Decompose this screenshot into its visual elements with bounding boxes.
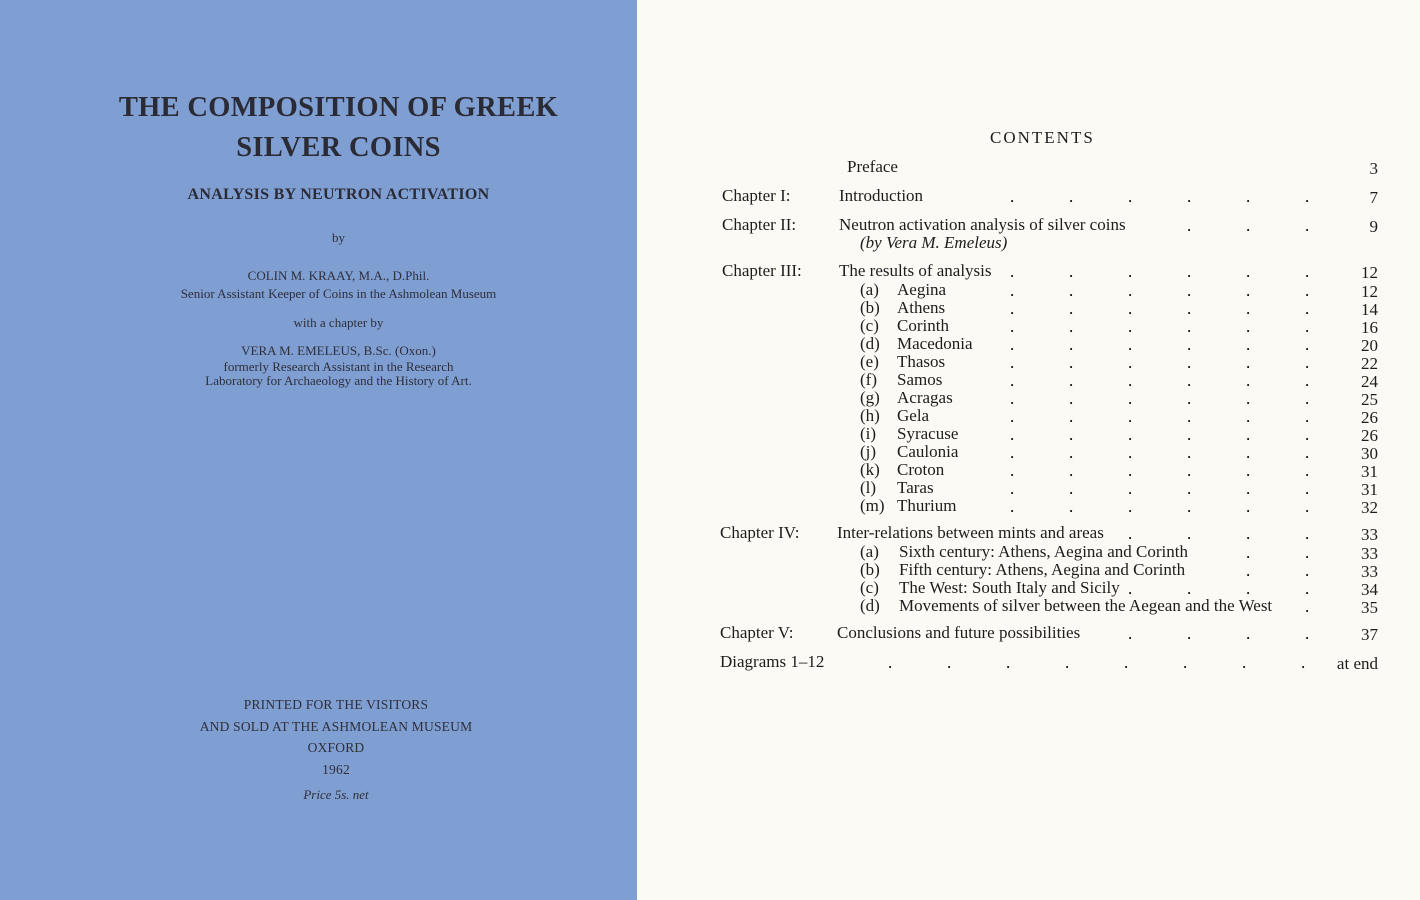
leader-dot: . xyxy=(1006,653,1011,672)
cover-author-role: Senior Assistant Keeper of Coins in the Ashmolean Museum xyxy=(180,286,497,301)
preface-title: Preface xyxy=(847,157,898,176)
cover-printed-line2: AND SOLD AT THE ASHMOLEAN MUSEUM xyxy=(199,718,473,734)
leader-dot: . xyxy=(1010,389,1015,408)
leader-dot: . xyxy=(1128,624,1133,643)
chapter-note: (by Vera M. Emeleus) xyxy=(860,233,1008,252)
section-page: 31 xyxy=(1361,480,1378,499)
section-page: 26 xyxy=(1361,408,1378,427)
leader-dot: . xyxy=(1187,317,1192,336)
leader-dot: . xyxy=(1124,653,1129,672)
leader-dot: . xyxy=(1128,262,1133,281)
section-page: 31 xyxy=(1361,462,1378,481)
leader-dot: . xyxy=(1069,407,1074,426)
leader-dot: . xyxy=(1128,187,1133,206)
chapter-page: 37 xyxy=(1361,625,1378,644)
leader-dot: . xyxy=(1305,216,1310,235)
leader-dot: . xyxy=(1246,479,1251,498)
section-letter: (b) xyxy=(860,298,880,317)
leader-dot: . xyxy=(1305,497,1310,516)
leader-dot: . xyxy=(1187,187,1192,206)
diagrams-page: at end xyxy=(1336,654,1378,673)
leader-dot: . xyxy=(1128,524,1133,543)
section-title: Taras xyxy=(897,478,934,497)
cover-year: 1962 xyxy=(322,761,350,777)
cover-subtitle: ANALYSIS BY NEUTRON ACTIVATION xyxy=(187,186,490,203)
cover-coauthor-role-line1: formerly Research Assistant in the Research xyxy=(223,359,454,374)
leader-dot: . xyxy=(1128,425,1133,444)
leader-dot: . xyxy=(1187,443,1192,462)
leader-dot: . xyxy=(1305,353,1310,372)
cover-title xyxy=(0,88,677,168)
leader-dot: . xyxy=(1010,262,1015,281)
leader-dot: . xyxy=(1187,299,1192,318)
chapter-page: 7 xyxy=(1369,188,1378,207)
chapter-label: Chapter III: xyxy=(722,261,802,280)
leader-dot: . xyxy=(1305,187,1310,206)
leader-dot: . xyxy=(1128,443,1133,462)
leader-dot: . xyxy=(1069,389,1074,408)
book-cover xyxy=(0,0,637,900)
leader-dot: . xyxy=(1069,461,1074,480)
leader-dot: . xyxy=(1305,543,1310,562)
cover-imprint xyxy=(0,694,672,780)
cover-printed-line1: PRINTED FOR THE VISITORS xyxy=(243,697,429,712)
section-page: 20 xyxy=(1361,336,1378,355)
section-page: 16 xyxy=(1361,318,1378,337)
section-title: Thasos xyxy=(897,352,946,371)
chapter-page: 12 xyxy=(1361,263,1378,282)
contents-page xyxy=(637,0,1420,900)
section-page: 24 xyxy=(1361,372,1378,391)
leader-dot: . xyxy=(1187,389,1192,408)
chapter-title: Inter-relations between mints and areas xyxy=(837,523,1104,542)
leader-dot: . xyxy=(1246,371,1251,390)
leader-dot: . xyxy=(1246,443,1251,462)
leader-dot: . xyxy=(1010,407,1015,426)
leader-dot: . xyxy=(1305,479,1310,498)
leader-dot: . xyxy=(1305,624,1310,643)
leader-dot: . xyxy=(1187,497,1192,516)
section-title: Macedonia xyxy=(897,334,973,353)
leader-dot: . xyxy=(1187,281,1192,300)
cover-coauthor-role-line2: Laboratory for Archaeology and the History of Art. xyxy=(205,373,472,388)
section-letter: (c) xyxy=(860,316,879,335)
section-title: Samos xyxy=(897,370,943,389)
section-letter: (c) xyxy=(860,578,879,597)
leader-dot: . xyxy=(1305,335,1310,354)
leader-dot: . xyxy=(1305,281,1310,300)
section-title: Athens xyxy=(897,298,946,317)
section-page: 26 xyxy=(1361,426,1378,445)
leader-dot: . xyxy=(1069,479,1074,498)
leader-dot: . xyxy=(1246,497,1251,516)
leader-dot: . xyxy=(1128,579,1133,598)
section-page: 22 xyxy=(1361,354,1378,373)
section-title: Aegina xyxy=(897,280,947,299)
leader-dot: . xyxy=(1128,299,1133,318)
cover-price: Price 5s. net xyxy=(303,787,369,802)
leader-dot: . xyxy=(1246,461,1251,480)
leader-dot: . xyxy=(1246,543,1251,562)
cover-place: OXFORD xyxy=(307,740,365,755)
leader-dot: . xyxy=(1010,187,1015,206)
cover-with-chapter: with a chapter by xyxy=(293,315,384,330)
leader-dot: . xyxy=(1069,335,1074,354)
section-letter: (f) xyxy=(860,370,877,389)
leader-dot: . xyxy=(1187,461,1192,480)
leader-dot: . xyxy=(1305,407,1310,426)
section-letter: (j) xyxy=(860,442,877,461)
section-page: 33 xyxy=(1361,562,1378,581)
leader-dot: . xyxy=(1246,335,1251,354)
leader-dot: . xyxy=(1187,371,1192,390)
section-letter: (d) xyxy=(860,596,880,615)
cover-coauthor-role xyxy=(0,360,677,388)
leader-dot: . xyxy=(1065,653,1070,672)
leader-dot: . xyxy=(1305,443,1310,462)
section-page: 35 xyxy=(1361,598,1378,617)
leader-dot: . xyxy=(1128,479,1133,498)
leader-dot: . xyxy=(1305,524,1310,543)
leader-dot: . xyxy=(1187,524,1192,543)
leader-dot: . xyxy=(1246,299,1251,318)
section-page: 14 xyxy=(1361,300,1378,319)
chapter-label: Chapter II: xyxy=(722,215,797,234)
section-title: Acragas xyxy=(897,388,953,407)
leader-dot: . xyxy=(1069,497,1074,516)
section-letter: (a) xyxy=(860,542,879,561)
leader-dot: . xyxy=(1301,653,1306,672)
leader-dot: . xyxy=(1246,317,1251,336)
chapter-title: The results of analysis xyxy=(839,261,992,280)
section-title: The West: South Italy and Sicily xyxy=(899,578,1120,597)
leader-dot: . xyxy=(1246,407,1251,426)
leader-dot: . xyxy=(1242,653,1247,672)
section-page: 12 xyxy=(1361,282,1378,301)
section-title: Thurium xyxy=(897,496,957,515)
leader-dot: . xyxy=(1187,579,1192,598)
leader-dot: . xyxy=(1069,187,1074,206)
leader-dot: . xyxy=(1010,281,1015,300)
section-page: 33 xyxy=(1361,544,1378,563)
section-letter: (b) xyxy=(860,560,880,579)
section-page: 32 xyxy=(1361,498,1378,517)
leader-dot: . xyxy=(1128,389,1133,408)
leader-dot: . xyxy=(1187,216,1192,235)
chapter-page: 33 xyxy=(1361,525,1378,544)
leader-dot: . xyxy=(1246,561,1251,580)
leader-dot: . xyxy=(1305,597,1310,616)
leader-dot: . xyxy=(1010,461,1015,480)
leader-dot: . xyxy=(1069,443,1074,462)
section-title: Syracuse xyxy=(897,424,959,443)
section-letter: (g) xyxy=(860,388,880,407)
leader-dot: . xyxy=(1305,389,1310,408)
leader-dot: . xyxy=(1305,425,1310,444)
leader-dot: . xyxy=(1128,317,1133,336)
cover-title-line2: SILVER COINS xyxy=(236,132,441,163)
leader-dot: . xyxy=(1246,579,1251,598)
chapter-label: Chapter V: xyxy=(720,623,794,642)
chapter-title: Introduction xyxy=(839,186,924,205)
section-title: Fifth century: Athens, Aegina and Corinth xyxy=(899,560,1186,579)
leader-dot: . xyxy=(1128,497,1133,516)
section-letter: (h) xyxy=(860,406,880,425)
leader-dot: . xyxy=(1187,407,1192,426)
leader-dot: . xyxy=(1010,443,1015,462)
section-title: Sixth century: Athens, Aegina and Corinth xyxy=(899,542,1188,561)
leader-dot: . xyxy=(1069,317,1074,336)
leader-dot: . xyxy=(1128,461,1133,480)
section-page: 34 xyxy=(1361,580,1378,599)
diagrams-title: Diagrams 1–12 xyxy=(720,652,825,671)
leader-dot: . xyxy=(1069,262,1074,281)
leader-dot: . xyxy=(1187,335,1192,354)
leader-dot: . xyxy=(1246,389,1251,408)
leader-dot: . xyxy=(1069,425,1074,444)
preface-page: 3 xyxy=(1369,159,1378,178)
leader-dot: . xyxy=(1246,281,1251,300)
chapter-page: 9 xyxy=(1369,217,1378,236)
section-letter: (l) xyxy=(860,478,877,497)
leader-dot: . xyxy=(1246,216,1251,235)
section-title: Corinth xyxy=(897,316,949,335)
section-letter: (k) xyxy=(860,460,880,479)
leader-dot: . xyxy=(1128,407,1133,426)
section-page: 25 xyxy=(1361,390,1378,409)
leader-dot: . xyxy=(1305,461,1310,480)
leader-dot: . xyxy=(888,653,893,672)
leader-dot: . xyxy=(1183,653,1188,672)
leader-dot: . xyxy=(1069,281,1074,300)
cover-by: by xyxy=(332,230,345,245)
leader-dot: . xyxy=(1010,425,1015,444)
leader-dot: . xyxy=(1010,497,1015,516)
leader-dot: . xyxy=(1305,371,1310,390)
leader-dot: . xyxy=(1010,335,1015,354)
chapter-label: Chapter I: xyxy=(722,186,791,205)
leader-dot: . xyxy=(1128,335,1133,354)
leader-dot: . xyxy=(1187,479,1192,498)
leader-dot: . xyxy=(947,653,952,672)
leader-dot: . xyxy=(1069,353,1074,372)
section-title: Gela xyxy=(897,406,930,425)
section-title: Caulonia xyxy=(897,442,959,461)
leader-dot: . xyxy=(1305,299,1310,318)
leader-dot: . xyxy=(1128,371,1133,390)
leader-dot: . xyxy=(1187,353,1192,372)
section-page: 30 xyxy=(1361,444,1378,463)
leader-dot: . xyxy=(1128,281,1133,300)
leader-dot: . xyxy=(1305,561,1310,580)
leader-dot: . xyxy=(1246,353,1251,372)
section-letter: (m) xyxy=(860,496,885,515)
cover-coauthor: VERA M. EMELEUS, B.Sc. (Oxon.) xyxy=(241,343,436,358)
section-title: Movements of silver between the Aegean and the West xyxy=(899,596,1273,615)
section-letter: (i) xyxy=(860,424,877,443)
chapter-title: Conclusions and future possibilities xyxy=(837,623,1081,642)
leader-dot: . xyxy=(1305,579,1310,598)
chapter-title: Neutron activation analysis of silver coins xyxy=(839,215,1126,234)
leader-dot: . xyxy=(1069,299,1074,318)
leader-dot: . xyxy=(1246,624,1251,643)
contents-heading: CONTENTS xyxy=(990,128,1095,147)
leader-dot: . xyxy=(1305,262,1310,281)
leader-dot: . xyxy=(1010,299,1015,318)
leader-dot: . xyxy=(1246,262,1251,281)
leader-dot: . xyxy=(1187,262,1192,281)
leader-dot: . xyxy=(1187,425,1192,444)
leader-dot: . xyxy=(1010,317,1015,336)
leader-dot: . xyxy=(1305,317,1310,336)
section-letter: (e) xyxy=(860,352,879,371)
leader-dot: . xyxy=(1246,425,1251,444)
leader-dot: . xyxy=(1187,624,1192,643)
leader-dot: . xyxy=(1246,187,1251,206)
leader-dot: . xyxy=(1010,479,1015,498)
leader-dot: . xyxy=(1010,353,1015,372)
leader-dot: . xyxy=(1069,371,1074,390)
section-letter: (d) xyxy=(860,334,880,353)
section-letter: (a) xyxy=(860,280,879,299)
leader-dot: . xyxy=(1010,371,1015,390)
chapter-label: Chapter IV: xyxy=(720,523,800,542)
section-title: Croton xyxy=(897,460,945,479)
leader-dot: . xyxy=(1246,524,1251,543)
cover-title-line1: THE COMPOSITION OF GREEK xyxy=(118,92,559,123)
cover-author: COLIN M. KRAAY, M.A., D.Phil. xyxy=(247,268,430,283)
leader-dot: . xyxy=(1128,353,1133,372)
